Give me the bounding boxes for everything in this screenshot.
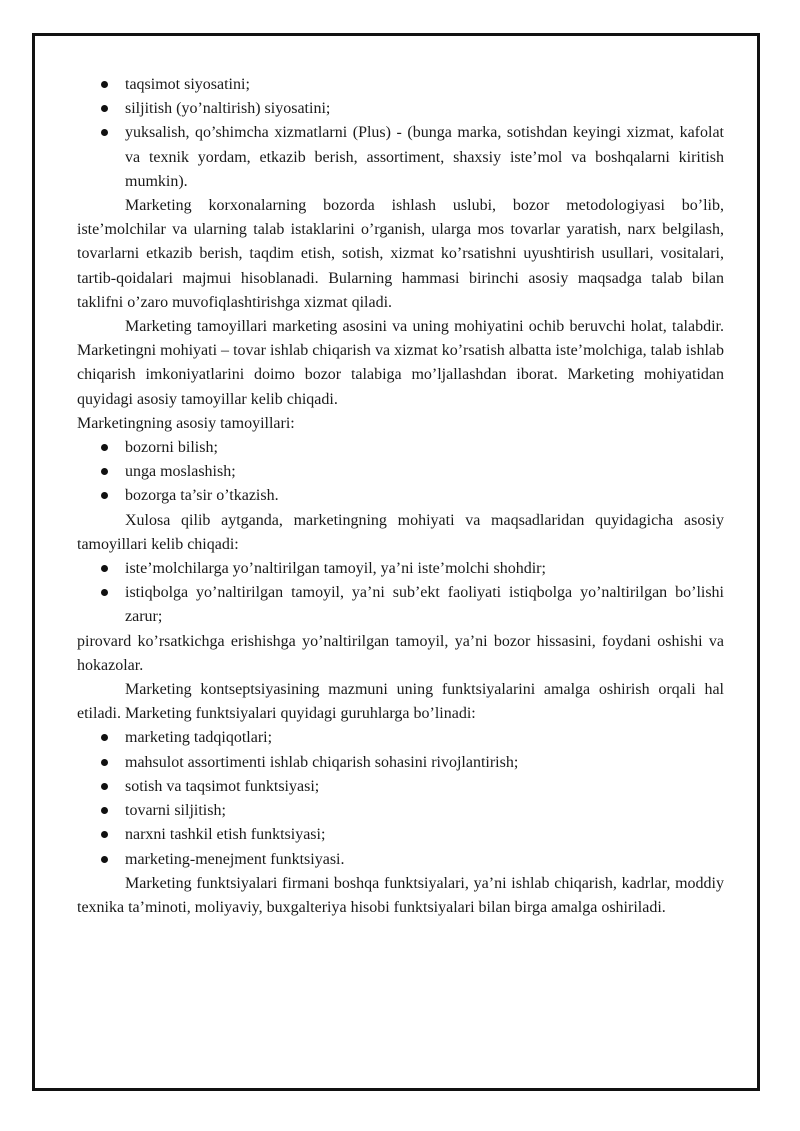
list-item: narxni tashkil etish funktsiyasi;	[77, 823, 724, 847]
list-item: marketing tadqiqotlari;	[77, 726, 724, 750]
paragraph: pirovard ko’rsatkichga erishishga yo’naltirilgan tamoyil, ya’ni bozor hissasini, foydani oshishi va hokazolar.	[77, 632, 724, 674]
functions-list	[77, 726, 724, 871]
bullet-icon	[101, 807, 108, 814]
bullet-icon	[101, 856, 108, 863]
principles-list	[77, 436, 724, 509]
list-item: istiqbolga yo’naltirilgan tamoyil, ya’ni sub’ekt faoliyati istiqbolga yo’naltirilgan bo’lishi zarur;	[77, 581, 724, 629]
bullet-icon	[101, 831, 108, 838]
list-item: mahsulot assortimenti ishlab chiqarish sohasini rivojlantirish;	[77, 751, 724, 775]
policy-list	[77, 73, 724, 194]
paragraph: Marketing funktsiyalari firmani boshqa funktsiyalari, ya’ni ishlab chiqarish, kadrlar, moddiy texnika ta’minoti, moliyaviy, buxgalteriya hisobi funktsiyalari bilan birga amalga oshiriladi.	[77, 874, 724, 916]
bullet-icon	[101, 783, 108, 790]
orientation-list	[77, 557, 724, 630]
list-item: tovarni siljitish;	[77, 799, 724, 823]
bullet-icon	[101, 734, 108, 741]
bullet-icon	[101, 492, 108, 499]
list-item: bozorga ta’sir o’tkazish.	[77, 484, 724, 508]
bullet-icon	[101, 105, 108, 112]
bullet-icon	[101, 565, 108, 572]
list-item: unga moslashish;	[77, 460, 724, 484]
paragraph: Marketing tamoyillari marketing asosini va uning mohiyatini ochib beruvchi holat, talabdir. Marketingni mohiyati – tovar ishlab chiqarish va xizmat ko’rsatish albatta iste’molchiga, talab ishlab chiqarish imkoniyatlarini doimo bozor talabiga mo’ljallashdan iborat. Marketing mohiyatidan quyidagi asosiy tamoyillar kelib chiqadi.	[77, 318, 724, 408]
list-item: iste’molchilarga yo’naltirilgan tamoyil, ya’ni iste’molchi shohdir;	[77, 557, 724, 581]
paragraph: Marketing kontseptsiyasining mazmuni uning funktsiyalarini amalga oshirish orqali hal etiladi. Marketing funktsiyalari quyidagi guruhlarga bo’linadi:	[77, 681, 724, 723]
bullet-icon	[101, 444, 108, 451]
list-item: taqsimot siyosatini;	[77, 73, 724, 97]
list-item: yuksalish, qo’shimcha xizmatlarni (Plus) - (bunga marka, sotishdan keyingi xizmat, kafolat va texnik yordam, etkazib berish, assortiment, shaxsiy iste’mol va boshqalarni kiritish mumkin).	[77, 121, 724, 194]
paragraph: Xulosa qilib aytganda, marketingning mohiyati va maqsadlaridan quyidagicha asosiy tamoyillari kelib chiqadi:	[77, 511, 724, 553]
section-heading: Marketingning asosiy tamoyillari:	[77, 414, 295, 432]
list-item: sotish va taqsimot funktsiyasi;	[77, 775, 724, 799]
bullet-icon	[101, 759, 108, 766]
list-item: siljitish (yo’naltirish) siyosatini;	[77, 97, 724, 121]
bullet-icon	[101, 589, 108, 596]
bullet-icon	[101, 468, 108, 475]
list-item: bozorni bilish;	[77, 436, 724, 460]
bullet-icon	[101, 129, 108, 136]
list-item: marketing-menejment funktsiyasi.	[77, 848, 724, 872]
bullet-icon	[101, 81, 108, 88]
document-body	[77, 73, 724, 920]
paragraph: Marketing korxonalarning bozorda ishlash uslubi, bozor metodologiyasi bo’lib, iste’molchilar va ularning talab istaklarini o’rganish, ularga mos tovarlar yaratish, narx belgilash, tovarlarni etkazib berish, taqdim etish, sotish, xizmat ko’rsatishni uyushtirish usullari, vositalari, tartib-qoidalari majmui hisoblanadi. Bularning hammasi birinchi asosiy maqsadga talab bilan taklifni o’zaro muvofiqlashtirishga xizmat qiladi.	[77, 197, 724, 311]
